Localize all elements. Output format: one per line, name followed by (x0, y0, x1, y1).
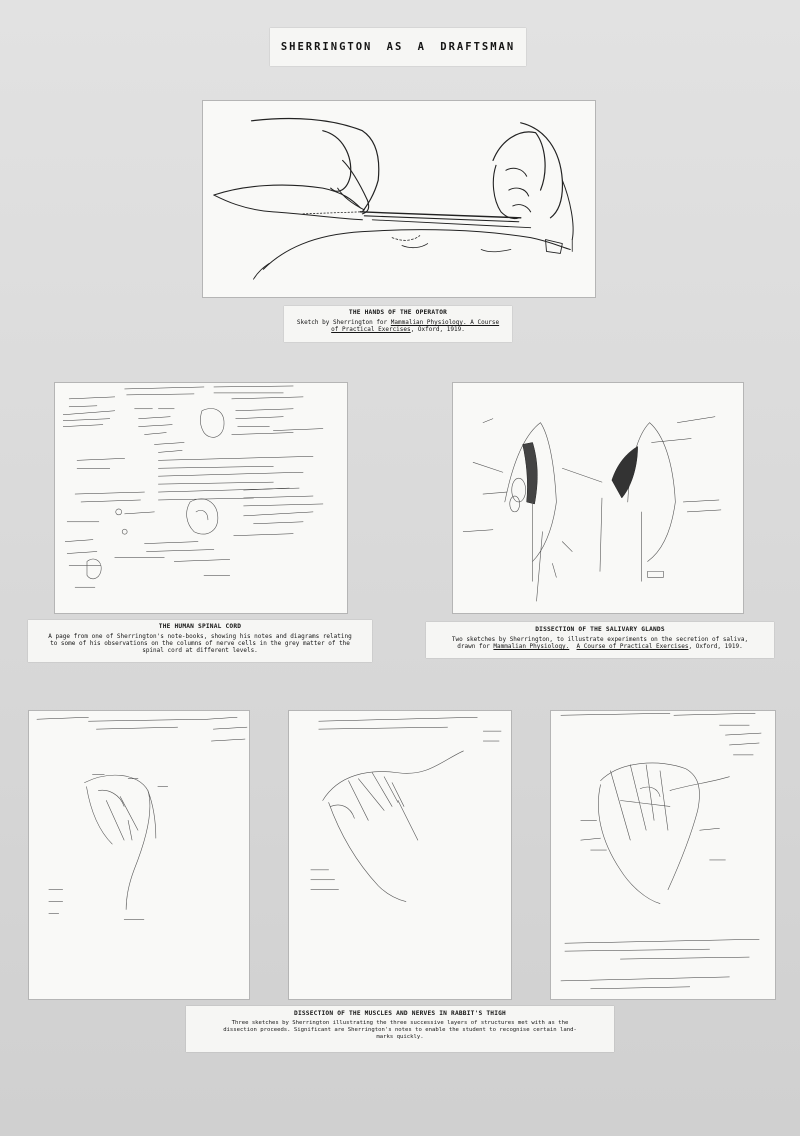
thigh-caption-heading: DISSECTION OF THE MUSCLES AND NERVES IN RABBIT'S THIGH (294, 1010, 506, 1017)
spinal-cord-caption-line-3: spinal cord at different levels. (142, 647, 258, 654)
spinal-cord-caption (28, 620, 372, 662)
thigh-caption (186, 1006, 614, 1052)
hands-caption-text (284, 319, 512, 333)
hands-drawing (203, 101, 595, 297)
salivary-glands-caption-text (426, 636, 774, 650)
hands-caption-prefix: Sketch by Sherrington for (296, 319, 391, 326)
hands-caption-book-title: Mammalian Physiology. A Course (390, 319, 500, 326)
thigh-sketch-layer-2 (288, 710, 512, 1000)
hands-caption-book-subtitle: of Practical Exercises (331, 326, 411, 333)
salivary-glands-caption-book-title: Mammalian Physiology. (493, 643, 570, 650)
salivary-glands-drawing (453, 383, 743, 613)
salivary-glands-caption-gap (569, 643, 576, 650)
spinal-cord-drawing (55, 383, 347, 613)
salivary-glands-caption-prefix: drawn for (457, 643, 494, 650)
salivary-glands-caption-suffix: , Oxford, 1919. (688, 643, 743, 650)
spinal-cord-caption-heading: THE HUMAN SPINAL CORD (158, 623, 242, 630)
thigh-caption-line-3: marks quickly. (376, 1034, 424, 1040)
salivary-glands-caption-heading: DISSECTION OF THE SALIVARY GLANDS (535, 626, 665, 633)
salivary-glands-caption-book-subtitle: A Course of Practical Exercises (576, 643, 689, 650)
salivary-glands-caption (426, 622, 774, 658)
hands-caption (284, 306, 512, 342)
hands-caption-suffix: , Oxford, 1919. (410, 326, 465, 333)
thigh-caption-text (186, 1020, 614, 1041)
thigh-layer-2-drawing (289, 711, 511, 999)
thigh-caption-line-2: dissection proceeds. Significant are Sherrington's notes to enable the student to recognise certain land- (223, 1027, 577, 1033)
spinal-cord-notebook-page (54, 382, 348, 614)
thigh-caption-line-1: Three sketches by Sherrington illustrating the three successive layers of structures met with as the (231, 1020, 569, 1026)
thigh-sketch-layer-3 (550, 710, 776, 1000)
hands-sketch (202, 100, 596, 298)
exhibit-title: SHERRINGTON AS A DRAFTSMAN (270, 28, 526, 66)
thigh-sketch-layer-1 (28, 710, 250, 1000)
thigh-layer-1-drawing (29, 711, 249, 999)
spinal-cord-caption-line-1: A page from one of Sherrington's note-books, showing his notes and diagrams relating (48, 633, 352, 640)
spinal-cord-caption-line-2: to some of his observations on the columns of nerve cells in the grey matter of the (50, 640, 350, 647)
salivary-glands-sketch (452, 382, 744, 614)
thigh-layer-3-drawing (551, 711, 775, 999)
salivary-glands-caption-line-1: Two sketches by Sherrington, to illustrate experiments on the secretion of saliva, (451, 636, 749, 643)
spinal-cord-caption-text (28, 633, 372, 654)
hands-caption-heading: THE HANDS OF THE OPERATOR (348, 309, 448, 316)
